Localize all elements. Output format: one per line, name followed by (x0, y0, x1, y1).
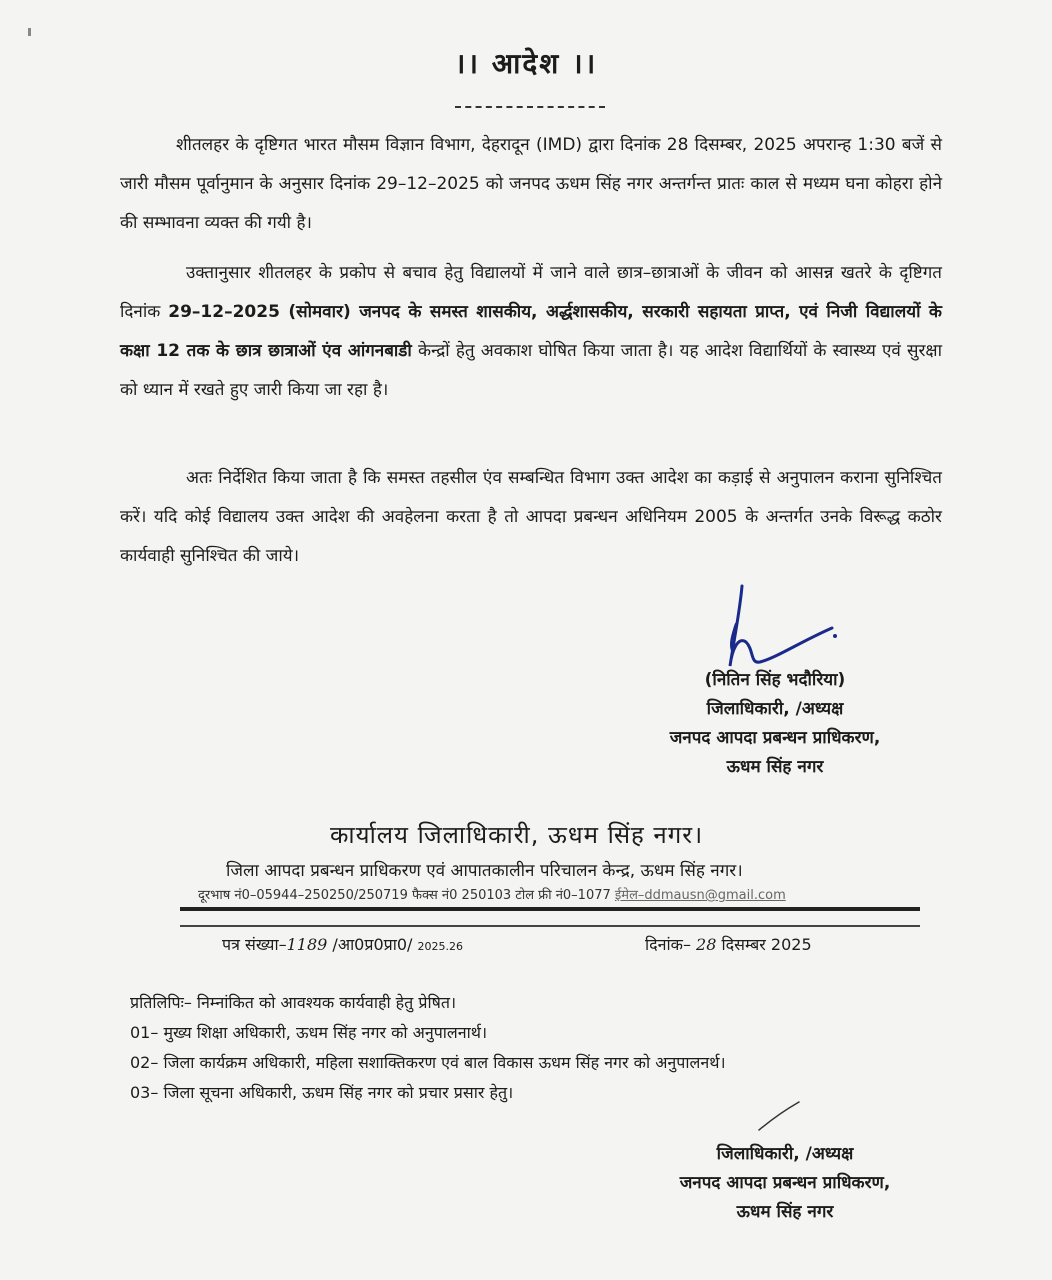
list-item: 01– मुख्य शिक्षा अधिकारी, ऊधम सिंह नगर को अनुपालनार्थ। (130, 1023, 488, 1042)
signature-block (600, 666, 950, 782)
header-divider-thick (180, 907, 920, 911)
letter-number-handwritten: 1189 (286, 935, 328, 954)
signatory-place: ऊधम सिंह नगर (726, 757, 824, 777)
letter-year: 2025.26 (417, 940, 464, 953)
header-divider-thin (180, 925, 920, 927)
signature-image (720, 580, 850, 670)
signatory-authority: जनपद आपदा प्रबन्धन प्राधिकरण, (669, 728, 881, 748)
signatory-designation: जिलाधिकारी, /अध्यक्ष (706, 699, 844, 719)
letter-date-label: दिनांक– (645, 935, 691, 954)
office-title: कार्यालय जिलाधिकारी, ऊधम सिंह नगर। (330, 821, 704, 849)
initial-signature-image (755, 1096, 805, 1136)
signatory2-place: ऊधम सिंह नगर (736, 1202, 834, 1222)
signatory2-designation: जिलाधिकारी, /अध्यक्ष (716, 1144, 854, 1164)
paragraph-bold-text: 29–12–2025 (सोमवार) जनपद के समस्त शासकीय, अर्द्धशासकीय, सरकारी सहायता प्राप्त, एवं निजी विद्यालयों के कक्षा 12 तक के छात्र छात्राओं एंव आंगनबाडी (120, 302, 942, 361)
letter-number (222, 933, 463, 955)
copy-to-intro: प्रतिलिपिः– निम्नांकित को आवश्यक कार्यवाही हेतु प्रेषित। (130, 993, 457, 1012)
letter-number-suffix: /आ0प्र0प्रा0/ (332, 935, 413, 954)
title-underline (455, 106, 605, 108)
office-contact (198, 885, 786, 903)
letter-number-label: पत्र संख्या– (222, 935, 287, 954)
paragraph-text: उक्तानुसार शीतलहर के प्रकोप से बचाव हेतु विद्यालयों में जाने वाले छात्र–छात्राओं के जीवन को आसन्न खतरे के दृष्टिगत दिनांक (120, 263, 942, 322)
signatory-name: (नितिन सिंह भदौरिया) (704, 670, 846, 690)
contact-email: ईमेल–ddmausn@gmail.com (614, 888, 786, 903)
scan-mark (28, 28, 31, 36)
signatory2-authority: जनपद आपदा प्रबन्धन प्राधिकरण, (679, 1173, 891, 1193)
letter-date (645, 933, 812, 955)
list-item: 02– जिला कार्यक्रम अधिकारी, महिला सशाक्तिकरण एवं बाल विकास ऊधम सिंह नगर को अनुपालनर्थ। (130, 1053, 726, 1072)
paragraph-holiday-declaration (120, 254, 942, 410)
list-item: 03– जिला सूचना अधिकारी, ऊधम सिंह नगर को प्रचार प्रसार हेतु। (130, 1083, 514, 1102)
signature-block-2 (630, 1140, 940, 1227)
letter-date-handwritten: 28 (696, 935, 717, 954)
paragraph-weather-forecast: शीतलहर के दृष्टिगत भारत मौसम विज्ञान विभाग, देहरादून (IMD) द्वारा दिनांक 28 दिसम्बर, 2025 अपरान्ह 1:30 बजें से जारी मौसम पूर्वानुमान के अनुसार दिनांक 29–12–2025 को जनपद ऊधम सिंह नगर अन्तर्गन्त प्रातः काल से मध्यम घना कोहरा होने की सम्भावना व्यक्त की गयी है। (120, 135, 942, 233)
office-subtitle: जिला आपदा प्रबन्धन प्राधिकरण एवं आपातकालीन परिचालन केन्द्र, ऊधम सिंह नगर। (226, 861, 743, 881)
contact-numbers: दूरभाष नं0–05944–250250/250719 फैक्स नं0 250103 टोल फ्री नं0–1077 (198, 888, 611, 903)
order-title: ।। आदेश ।। (454, 47, 598, 80)
letter-date-rest: दिसम्बर 2025 (721, 935, 812, 954)
copy-to-list (130, 988, 726, 1108)
paragraph-compliance-directive: अतः निर्देशित किया जाता है कि समस्त तहसील एंव सम्बन्धित विभाग उक्त आदेश का कड़ाई से अनुपालन कराना सुनिश्चित करें। यदि कोई विद्यालय उक्त आदेश की अवहेलना करता है तो आपदा प्रबन्धन अधिनियम 2005 के अन्तर्गत उनके विरूद्ध कठोर कार्यवाही सुनिश्चित की जाये। (120, 468, 942, 566)
paragraph-text: केन्द्रों हेतु अवकाश घोषित किया जाता है। यह आदेश विद्यार्थियों के स्वास्थ्य एवं सुरक्षा को ध्यान में रखते हुए जारी किया जा रहा है। (120, 341, 942, 400)
